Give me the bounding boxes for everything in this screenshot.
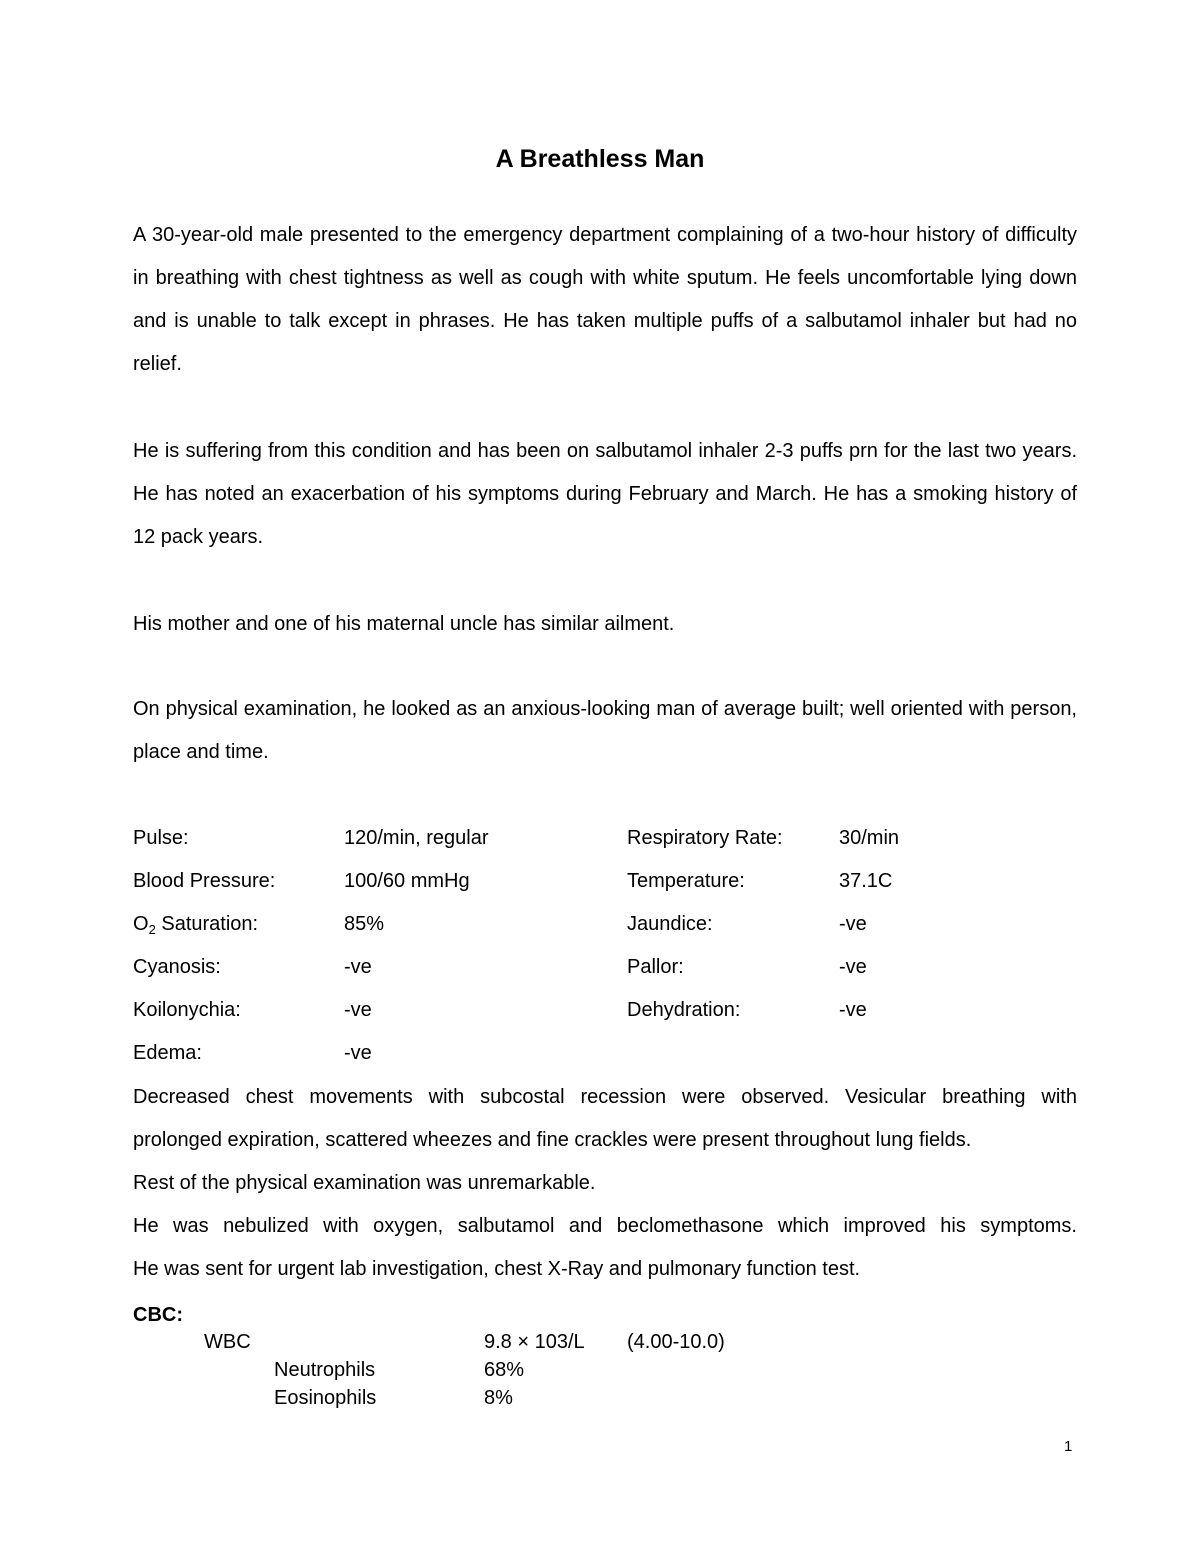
vitals-row — [133, 860, 1077, 903]
vital-value: 120/min, regular — [344, 827, 489, 849]
vitals-row — [133, 989, 1077, 1032]
vital-value: 100/60 mmHg — [344, 870, 470, 892]
findings-line: prolonged expiration, scattered wheezes and fine crackles were present throughout lung fields. — [133, 1129, 972, 1151]
vital-label: Pallor: — [627, 956, 684, 978]
findings-line: He was nebulized with oxygen, salbutamol and beclomethasone which improved his symptoms. — [133, 1215, 1077, 1237]
vital-label: Pulse: — [133, 827, 189, 849]
vitals-row — [133, 946, 1077, 989]
vital-value: -ve — [344, 1042, 372, 1064]
vital-value: 30/min — [839, 827, 900, 849]
vital-value: -ve — [839, 999, 867, 1021]
cbc-value: 68% — [484, 1359, 525, 1381]
findings-line: He was sent for urgent lab investigation, chest X-Ray and pulmonary function test. — [133, 1258, 861, 1280]
cbc-value: 9.8 × 103/L — [484, 1331, 585, 1353]
vital-label: Blood Pressure: — [133, 870, 276, 892]
vital-value: -ve — [344, 956, 372, 978]
vital-value: -ve — [344, 999, 372, 1021]
page-number: 1 — [1064, 1438, 1073, 1455]
vitals-table — [133, 817, 1077, 1075]
vitals-row — [133, 817, 1077, 860]
cbc-heading: CBC: — [133, 1304, 183, 1326]
cbc-value: 8% — [484, 1387, 513, 1409]
paragraph-examination: On physical examination, he looked as an anxious-looking man of average built; well oriented with person, place and time. — [133, 698, 1077, 763]
vitals-row — [133, 903, 1077, 946]
vital-label: Cyanosis: — [133, 956, 221, 978]
cbc-label: Neutrophils — [274, 1359, 376, 1381]
vital-label: Respiratory Rate: — [627, 827, 783, 849]
paragraph-family-history: His mother and one of his maternal uncle has similar ailment. — [133, 613, 675, 635]
vital-label: Jaundice: — [627, 913, 713, 935]
cbc-reference-range: (4.00-10.0) — [627, 1331, 725, 1353]
findings-line: Rest of the physical examination was unremarkable. — [133, 1172, 596, 1194]
findings-line: Decreased chest movements with subcostal recession were observed. Vesicular breathing with — [133, 1086, 1077, 1108]
vital-value: 37.1C — [839, 870, 893, 892]
vital-label: Dehydration: — [627, 999, 741, 1021]
cbc-label: WBC — [204, 1331, 251, 1353]
vitals-row — [133, 1032, 1077, 1075]
vital-label: Koilonychia: — [133, 999, 241, 1021]
cbc-label: Eosinophils — [274, 1387, 377, 1409]
vital-value: -ve — [839, 956, 867, 978]
paragraph-history: He is suffering from this condition and has been on salbutamol inhaler 2-3 puffs prn for the last two years. He has noted an exacerbation of his symptoms during February and March. He has a smoking history of 12 pack years. — [133, 440, 1077, 548]
document-title: A Breathless Man — [495, 145, 705, 173]
vital-label: Temperature: — [627, 870, 745, 892]
paragraph-presentation: A 30-year-old male presented to the emergency department complaining of a two-hour history of difficulty in breathing with chest tightness as well as cough with white sputum. He feels uncomfortable lying down and is unable to talk except in phrases. He has taken multiple puffs of a salbutamol inhaler but had no relief. — [133, 224, 1077, 375]
vital-value: -ve — [839, 913, 867, 935]
vital-value: 85% — [344, 913, 385, 935]
vital-label: Edema: — [133, 1042, 202, 1064]
vital-label: $O_2$ Saturation: — [133, 913, 259, 937]
